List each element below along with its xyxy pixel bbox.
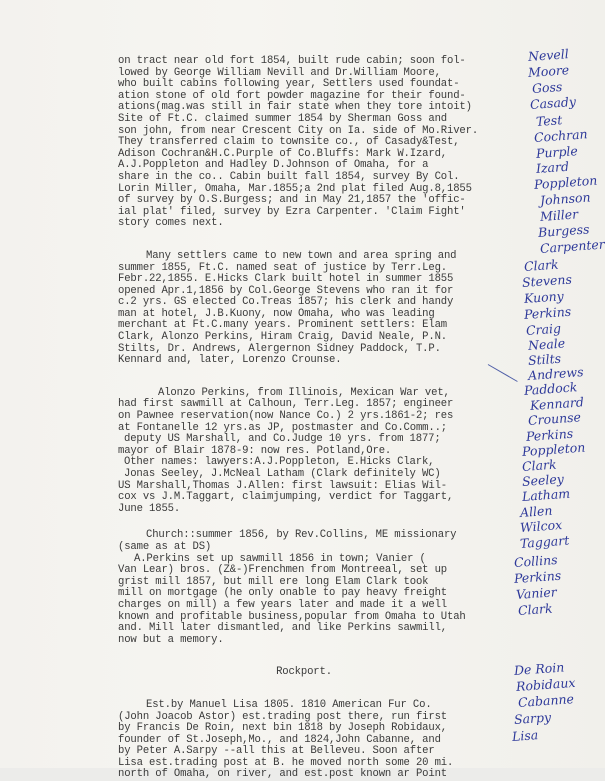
text-line: son john, from near Crescent City on Ia. side of Mo.River. — [118, 124, 479, 137]
margin-note: Test — [535, 112, 563, 129]
text-line: Site of Ft.C. claimed summer 1854 by Sherman Goss and — [118, 112, 447, 125]
text-line: June 1855. — [118, 502, 181, 515]
margin-note: Casady — [529, 93, 577, 112]
text-line: c.2 yrs. GS elected Co.Treas 1857; his clerk and handy — [118, 296, 454, 309]
margin-note: Craig — [525, 320, 562, 338]
text-line: now but a memory. — [118, 633, 224, 646]
text-line: grist mill 1857, but mill ere long Elam Clark took — [118, 575, 429, 588]
text-line: and. Mill later dismantled, and like Perkins sawmill, — [118, 622, 447, 635]
text-line: US Marshall,Thomas J.Allen: first lawsuit: Elias Wil- — [118, 479, 447, 492]
margin-note: Moore — [527, 62, 570, 80]
text-line: Est.by Manuel Lisa 1805. 1810 American Fur Co. — [146, 698, 432, 711]
margin-note: Clark — [523, 256, 560, 274]
margin-note: Robidaux — [515, 674, 576, 694]
text-line: Van Lear) bros. (Z&-)Frenchmen from Montreeal, set up — [118, 564, 447, 577]
text-line: mill on mortgage (he only onable to pay heavy freight — [118, 587, 447, 600]
text-line: Lorin Miller, Omaha, Mar.1855;a 2nd plat filed Aug.8,1855 — [118, 182, 472, 195]
text-line: They transferred claim to townsite co., of Casady&Test, — [118, 136, 460, 149]
text-line: ation stone of old fort powder magazine for their found- — [118, 89, 466, 102]
text-line: north of Omaha, on river, and est.post known ar Point — [118, 768, 447, 781]
text-line: Adison Cochran&H.C.Purple of Co.Bluffs: Mark W.Izard, — [118, 147, 447, 160]
text-line: opened Apr.1,1856 by Col.George Stevens who ran it for — [118, 284, 454, 297]
text-line: who built cabins following year, Settlers used foundat- — [118, 78, 460, 91]
margin-note: Kennard — [529, 394, 585, 413]
margin-note: Burgess — [537, 221, 590, 240]
text-line: Church::summer 1856, by Rev.Collins, ME missionary — [146, 529, 457, 542]
section-heading-rockport — [118, 667, 510, 679]
text-line: by Francis De Roin, next bin 1818 by Joseph Robidaux, — [118, 722, 447, 735]
margin-note: Perkins — [513, 567, 562, 586]
margin-note: Cabanne — [517, 691, 575, 710]
text-line: Febr.22,1855. E.Hicks Clark built hotel in summer 1855 — [118, 273, 454, 286]
text-line: at Fontanelle 12 yrs.as JP, postmaster and Co.Comm..; — [118, 421, 447, 434]
margin-note: Sarpy — [513, 709, 552, 727]
heading-text: Rockport. — [276, 666, 332, 679]
text-line: founder of St.Joseph,Mo., and 1824,John Cabanne, and — [118, 733, 441, 746]
margin-note: Poppleton — [533, 172, 598, 192]
text-line: Stilts, Dr. Andrews, Alergernon Sidney Paddock, T.P. — [118, 342, 441, 355]
text-line: deputy US Marshall, and Co.Judge 10 yrs. from 1877; — [124, 433, 441, 446]
margin-note: Wilcox — [519, 517, 563, 535]
text-line: on tract near old fort 1854, built rude cabin; soon fol- — [118, 55, 466, 67]
margin-note: Andrews — [527, 364, 584, 383]
paragraph-church — [118, 530, 510, 553]
text-line: Other names: lawyers:A.J.Poppleton, E.Hicks Clark, — [124, 456, 435, 469]
text-line: summer 1855, Ft.C. named seat of justice by Terr.Leg. — [118, 261, 447, 274]
margin-note: Vanier — [515, 584, 558, 602]
text-line: share in the co.. Cabin built fall 1854, survey By Col. — [118, 170, 460, 183]
paragraph-fort-calhoun-founding — [118, 56, 510, 230]
text-line: mayor of Blair 1878-9: now res. Potland,Ore. — [118, 444, 392, 457]
text-line: Jonas Seeley, J.McNeal Latham (Clark definitely WC) — [124, 468, 441, 480]
margin-note: Johnson — [539, 189, 592, 208]
paragraph-sawmill — [118, 554, 510, 647]
margin-note: Collins — [513, 551, 558, 570]
text-line: Alonzo Perkins, from Illinois, Mexican War vet, — [158, 386, 450, 399]
text-line: known and profitable business,popular from Omaha to Utah — [118, 610, 466, 623]
margin-note: Izard — [535, 158, 570, 176]
text-line: A.J.Poppleton and Hadley D.Johnson of Omaha, for a — [118, 159, 429, 172]
margin-note: Goss — [531, 78, 563, 96]
margin-note: Carpenter — [539, 236, 605, 256]
text-line: lowed by George William Nevill and Dr.William Moore, — [118, 66, 441, 79]
text-line: (same as at DS) — [118, 540, 212, 553]
text-line: had first sawmill at Calhoun, Terr.Leg. 1857; engineer — [118, 398, 454, 411]
margin-note: Seeley — [521, 471, 565, 489]
margin-note: Stevens — [521, 271, 573, 290]
paragraph-settlers — [118, 251, 510, 367]
margin-note: Lisa — [511, 727, 539, 744]
text-line: Clark, Alonzo Perkins, Hiram Craig, David Neale, P.N. — [118, 331, 447, 344]
text-line: A.Perkins set up sawmill 1856 in town; Vanier ( — [134, 552, 426, 565]
text-line: charges on mill) a few years later and made it a well — [118, 598, 447, 611]
margin-note: Stilts — [527, 350, 562, 368]
margin-note: De Roin — [513, 659, 565, 678]
margin-note: Allen — [519, 502, 553, 520]
text-line: Lisa est.trading post at B. he moved north some 20 mi. — [118, 756, 454, 769]
text-line: by Peter A.Sarpy --all this at Belleveu. Soon after — [118, 745, 435, 758]
text-line: ations(mag.was still in fair state when they tore intoit) — [118, 101, 472, 114]
margin-note: Miller — [539, 206, 579, 224]
margin-note: Neale — [527, 335, 566, 353]
margin-note: Taggart — [519, 532, 570, 551]
margin-note: Poppleton — [521, 439, 586, 459]
margin-note: Clark — [521, 456, 558, 474]
margin-note: Cochran — [533, 126, 589, 145]
text-line: of survey by O.S.Burgess; and in May 21,1857 the 'offic- — [118, 194, 466, 207]
text-line: merchant at Ft.C.many years. Prominent settlers: Elam — [118, 319, 447, 332]
paragraph-rockport — [118, 700, 510, 781]
margin-note: Perkins — [525, 425, 574, 444]
text-line: on Pawnee reservation(now Nance Co.) 2 yrs.1861-2; res — [118, 410, 454, 423]
margin-note: Crounse — [527, 409, 582, 428]
margin-note: Paddock — [523, 379, 578, 398]
paragraph-alonzo-perkins — [118, 388, 510, 516]
margin-note: Perkins — [523, 303, 572, 322]
margin-note: Latham — [521, 485, 571, 504]
text-line: (John Joacob Astor) est.trading post there, run first — [118, 710, 447, 723]
typed-text-body — [118, 56, 510, 781]
margin-note: Purple — [535, 143, 579, 161]
text-line: ial plat' filed, survey by Ezra Carpenter. 'Claim Fight' — [118, 205, 466, 218]
margin-note: Nevell — [527, 46, 570, 64]
text-line: Kennard and, later, Lorenzo Crounse. — [118, 354, 342, 367]
margin-note: Clark — [517, 600, 554, 618]
text-line: story comes next. — [118, 217, 224, 230]
text-line: man at hotel, J.B.Kuony, now Omaha, who was leading — [118, 307, 435, 320]
margin-note: Kuony — [523, 288, 565, 306]
text-line: cox vs J.M.Taggart, claimjumping, verdict for Taggart, — [118, 491, 454, 504]
text-line: Many settlers came to new town and area spring and — [146, 249, 457, 262]
